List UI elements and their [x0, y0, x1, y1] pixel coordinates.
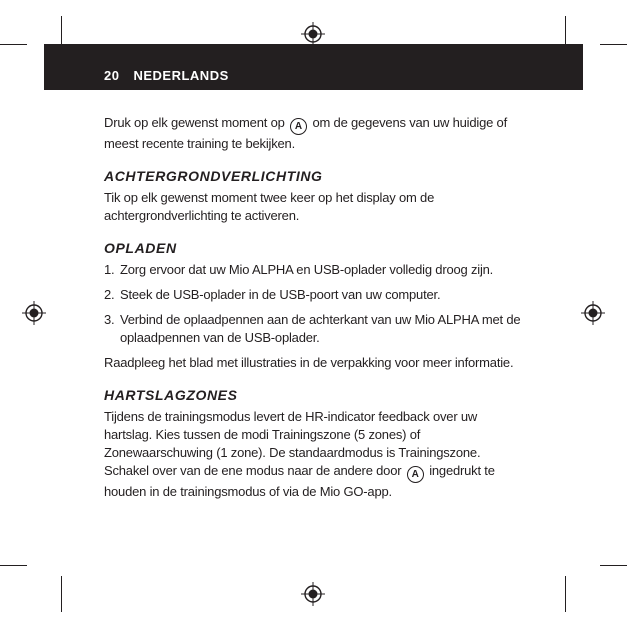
hr-zones-heading: HARTSLAGZONES [104, 387, 238, 403]
intro-text-after: om de gegevens van uw huidige of meest recente training te bekijken. [104, 115, 507, 151]
step-text: Steek de USB-oplader in de USB-poort van uw computer. [120, 287, 441, 302]
intro-text-before: Druk op elk gewenst moment op [104, 115, 285, 130]
step-text: Verbind de oplaadpennen aan de achterkant van uw Mio ALPHA met de oplaadpennen van de USB-oplader. [120, 312, 521, 345]
charging-steps [104, 261, 524, 347]
crop-mark [600, 44, 627, 45]
registration-mark-icon [301, 582, 325, 606]
page-header [44, 44, 583, 90]
button-a-icon: A [407, 466, 424, 483]
header-text [104, 68, 229, 83]
list-item [104, 311, 524, 347]
charging-heading: OPLADEN [104, 240, 177, 256]
page-number: 20 [104, 68, 120, 83]
page-content [104, 114, 524, 501]
step-number: 1. [104, 262, 115, 277]
crop-mark [61, 576, 62, 612]
step-number: 3. [104, 312, 115, 327]
list-item [104, 286, 524, 304]
crop-mark [600, 565, 627, 566]
backlight-heading: ACHTERGRONDVERLICHTING [104, 168, 323, 184]
crop-mark [61, 16, 62, 44]
charging-note: Raadpleeg het blad met illustraties in de verpakking voor meer informatie. [104, 355, 514, 370]
step-number: 2. [104, 287, 115, 302]
hr-zones-text-before: Tijdens de trainingsmodus levert de HR-indicator feedback over uw hartslag. Kies tussen de modi Trainingszone (5 zones) of Zonewaarschuwing (1 zone). De standaardmodus is Trainingszone. Schakel over van de ene modus naar de andere door [104, 409, 481, 478]
crop-mark [565, 576, 566, 612]
registration-mark-icon [581, 301, 605, 325]
section-language: NEDERLANDS [133, 68, 229, 83]
crop-mark [0, 44, 27, 45]
button-a-icon: A [290, 118, 307, 135]
hr-zones-text-after: ingedrukt te houden in de trainingsmodus of via de Mio GO-app. [104, 463, 495, 499]
list-item [104, 261, 524, 279]
crop-mark [565, 16, 566, 44]
intro-paragraph [104, 114, 524, 153]
crop-mark [0, 565, 27, 566]
registration-mark-icon [22, 301, 46, 325]
backlight-paragraph: Tik op elk gewenst moment twee keer op het display om de achtergrondverlichting te activeren. [104, 190, 435, 223]
hr-zones-paragraph [104, 408, 524, 501]
step-text: Zorg ervoor dat uw Mio ALPHA en USB-oplader volledig droog zijn. [120, 262, 494, 277]
registration-mark-icon [301, 22, 325, 46]
